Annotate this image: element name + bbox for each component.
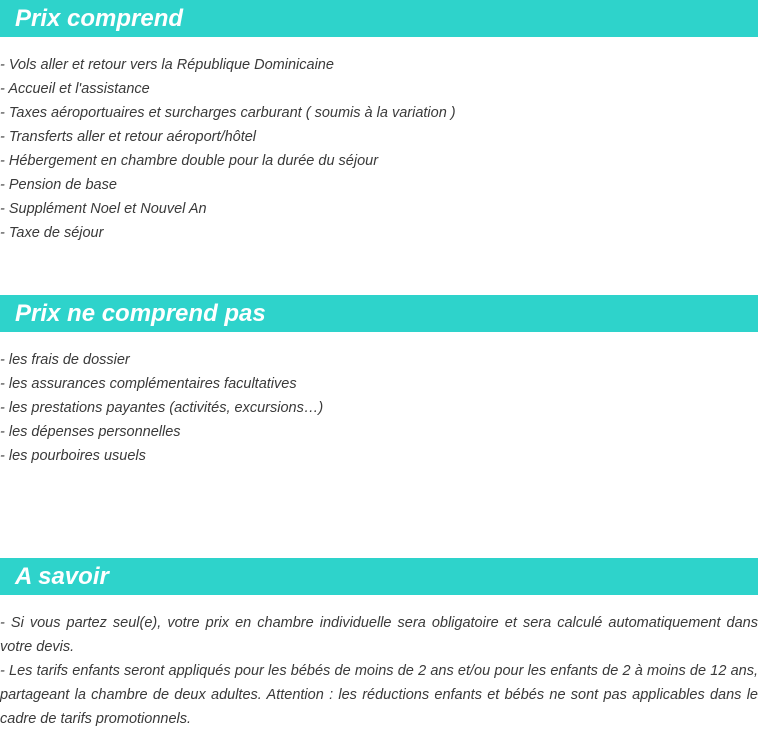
list-item: - Taxes aéroportuaires et surcharges carburant ( soumis à la variation )	[0, 105, 456, 121]
section-prix-ne-comprend-pas	[0, 295, 758, 468]
list-item: - les prestations payantes (activités, excursions…)	[0, 400, 324, 416]
notes-block	[0, 611, 758, 731]
list-item: - Taxe de séjour	[0, 225, 104, 241]
list-item: - les dépenses personnelles	[0, 424, 181, 440]
list-item: - les pourboires usuels	[0, 448, 146, 464]
note-paragraph: - Les tarifs enfants seront appliqués pour les bébés de moins de 2 ans et/ou pour les enfants de 2 à moins de 12 ans, partageant la chambre de deux adultes. Attention : les réductions enfants et bébés ne sont pas applicables dans le cadre de tarifs promotionnels.	[0, 663, 758, 727]
section-a-savoir	[0, 558, 758, 731]
section-title-prix-comprend: Prix comprend	[0, 0, 758, 37]
list-item: - les assurances complémentaires facultatives	[0, 376, 297, 392]
excluded-list	[0, 348, 758, 468]
list-item: - Pension de base	[0, 177, 117, 193]
list-item: - Hébergement en chambre double pour la durée du séjour	[0, 153, 379, 169]
included-list	[0, 53, 758, 245]
section-prix-comprend	[0, 0, 758, 245]
list-item: - Vols aller et retour vers la République Dominicaine	[0, 57, 334, 73]
list-item: - les frais de dossier	[0, 352, 130, 368]
note-paragraph: - Si vous partez seul(e), votre prix en chambre individuelle sera obligatoire et sera calculé automatiquement dans votre devis.	[0, 615, 758, 655]
list-item: - Accueil et l'assistance	[0, 81, 150, 97]
list-item: - Transferts aller et retour aéroport/hôtel	[0, 129, 257, 145]
section-title-prix-ne-comprend-pas: Prix ne comprend pas	[0, 295, 758, 332]
list-item: - Supplément Noel et Nouvel An	[0, 201, 207, 217]
section-title-a-savoir: A savoir	[0, 558, 758, 595]
